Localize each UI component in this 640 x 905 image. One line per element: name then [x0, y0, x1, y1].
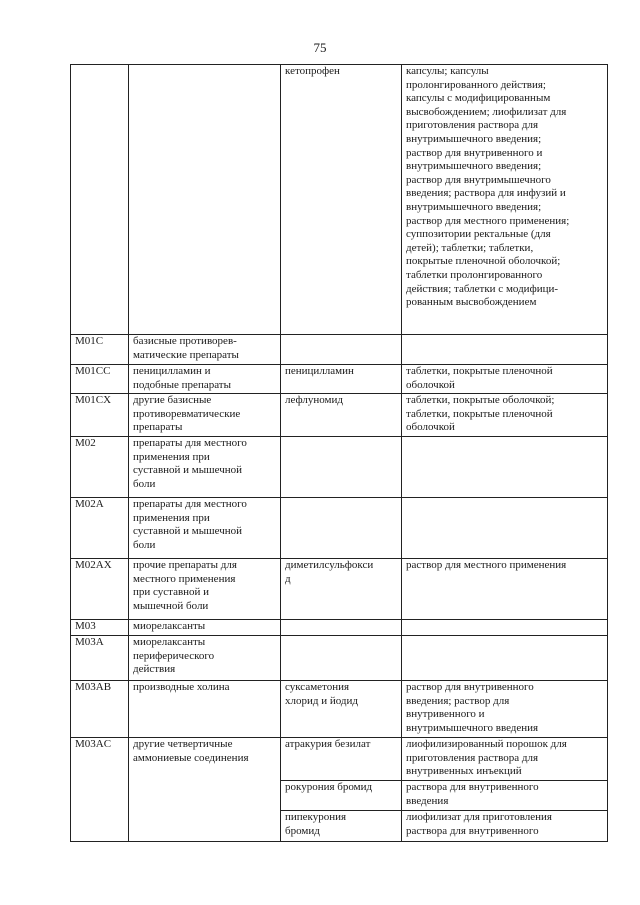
- drug-table: [70, 64, 608, 842]
- dosage-form-cell: [402, 437, 608, 498]
- drug-cell: [281, 335, 402, 365]
- page-number: 75: [313, 40, 327, 55]
- group-cell: пеницилламин и подобные препараты: [129, 365, 281, 394]
- drug-cell: пеницилламин: [281, 365, 402, 394]
- group-cell: другие базисные противоревматические препараты: [129, 394, 281, 437]
- table-row: [71, 636, 608, 681]
- atc-code-cell: [71, 65, 129, 335]
- table-row: [71, 811, 608, 842]
- drug-cell: суксаметония хлорид и йодид: [281, 681, 402, 738]
- dosage-form-cell: [402, 620, 608, 636]
- atc-code-cell: M03AC: [71, 738, 129, 781]
- table-row: [71, 437, 608, 498]
- atc-code-cell: [71, 781, 129, 811]
- drug-cell: [281, 498, 402, 559]
- group-cell: [129, 781, 281, 811]
- dosage-form-cell: таблетки, покрытые оболочкой; таблетки, покрытые пленочной оболочкой: [402, 394, 608, 437]
- group-cell: препараты для местного применения при суставной и мышечной боли: [129, 498, 281, 559]
- table-row: [71, 559, 608, 620]
- table-row: [71, 365, 608, 394]
- dosage-form-cell: [402, 335, 608, 365]
- atc-code-cell: M03AB: [71, 681, 129, 738]
- table-row: [71, 681, 608, 738]
- drug-cell: кетопрофен: [281, 65, 402, 335]
- group-cell: [129, 65, 281, 335]
- group-cell: базисные противорев- матические препараты: [129, 335, 281, 365]
- drug-cell: [281, 636, 402, 681]
- dosage-form-cell: раствор для местного применения: [402, 559, 608, 620]
- table-row: [71, 65, 608, 335]
- table-row: [71, 781, 608, 811]
- group-cell: производные холина: [129, 681, 281, 738]
- dosage-form-cell: [402, 636, 608, 681]
- dosage-form-cell: лиофилизат для приготовления раствора для внутривенного: [402, 811, 608, 842]
- drug-cell: [281, 620, 402, 636]
- table-row: [71, 620, 608, 636]
- group-cell: миорелаксанты периферического действия: [129, 636, 281, 681]
- group-cell: [129, 811, 281, 842]
- dosage-form-cell: капсулы; капсулы пролонгированного действия; капсулы с модифицированным высвобождением; лиофилизат для приготовления раствора для внутримышечного введения; раствор для внутривенного и внутримышечного введения; раствор для внутримышечного введения; раствора для инфузий и внутримышечного введения; раствор для местного применения; суппозитории ректальные (для детей); таблетки; таблетки, покрытые пленочной оболочкой; таблетки пролонгированного действия; таблетки с модифици- рованным высвобождением: [402, 65, 608, 335]
- drug-cell: пипекурония бромид: [281, 811, 402, 842]
- drug-cell: атракурия безилат: [281, 738, 402, 781]
- atc-code-cell: M02AX: [71, 559, 129, 620]
- group-cell: миорелаксанты: [129, 620, 281, 636]
- dosage-form-cell: раствора для внутривенного введения: [402, 781, 608, 811]
- group-cell: другие четвертичные аммониевые соединения: [129, 738, 281, 781]
- table-row: [71, 335, 608, 365]
- atc-code-cell: M03A: [71, 636, 129, 681]
- atc-code-cell: M02: [71, 437, 129, 498]
- dosage-form-cell: [402, 498, 608, 559]
- group-cell: препараты для местного применения при суставной и мышечной боли: [129, 437, 281, 498]
- table-row: [71, 738, 608, 781]
- dosage-form-cell: лиофилизированный порошок для приготовления раствора для внутривенных инъекций: [402, 738, 608, 781]
- table-row: [71, 394, 608, 437]
- drug-cell: [281, 437, 402, 498]
- drug-cell: рокурония бромид: [281, 781, 402, 811]
- atc-code-cell: M01C: [71, 335, 129, 365]
- atc-code-cell: [71, 811, 129, 842]
- table-row: [71, 498, 608, 559]
- atc-code-cell: M03: [71, 620, 129, 636]
- dosage-form-cell: таблетки, покрытые пленочной оболочкой: [402, 365, 608, 394]
- atc-code-cell: M01CX: [71, 394, 129, 437]
- drug-cell: диметилсульфокси д: [281, 559, 402, 620]
- dosage-form-cell: раствор для внутривенного введения; раствор для внутривенного и внутримышечного введения: [402, 681, 608, 738]
- atc-code-cell: M01CC: [71, 365, 129, 394]
- group-cell: прочие препараты для местного применения при суставной и мышечной боли: [129, 559, 281, 620]
- atc-code-cell: M02A: [71, 498, 129, 559]
- drug-cell: лефлуномид: [281, 394, 402, 437]
